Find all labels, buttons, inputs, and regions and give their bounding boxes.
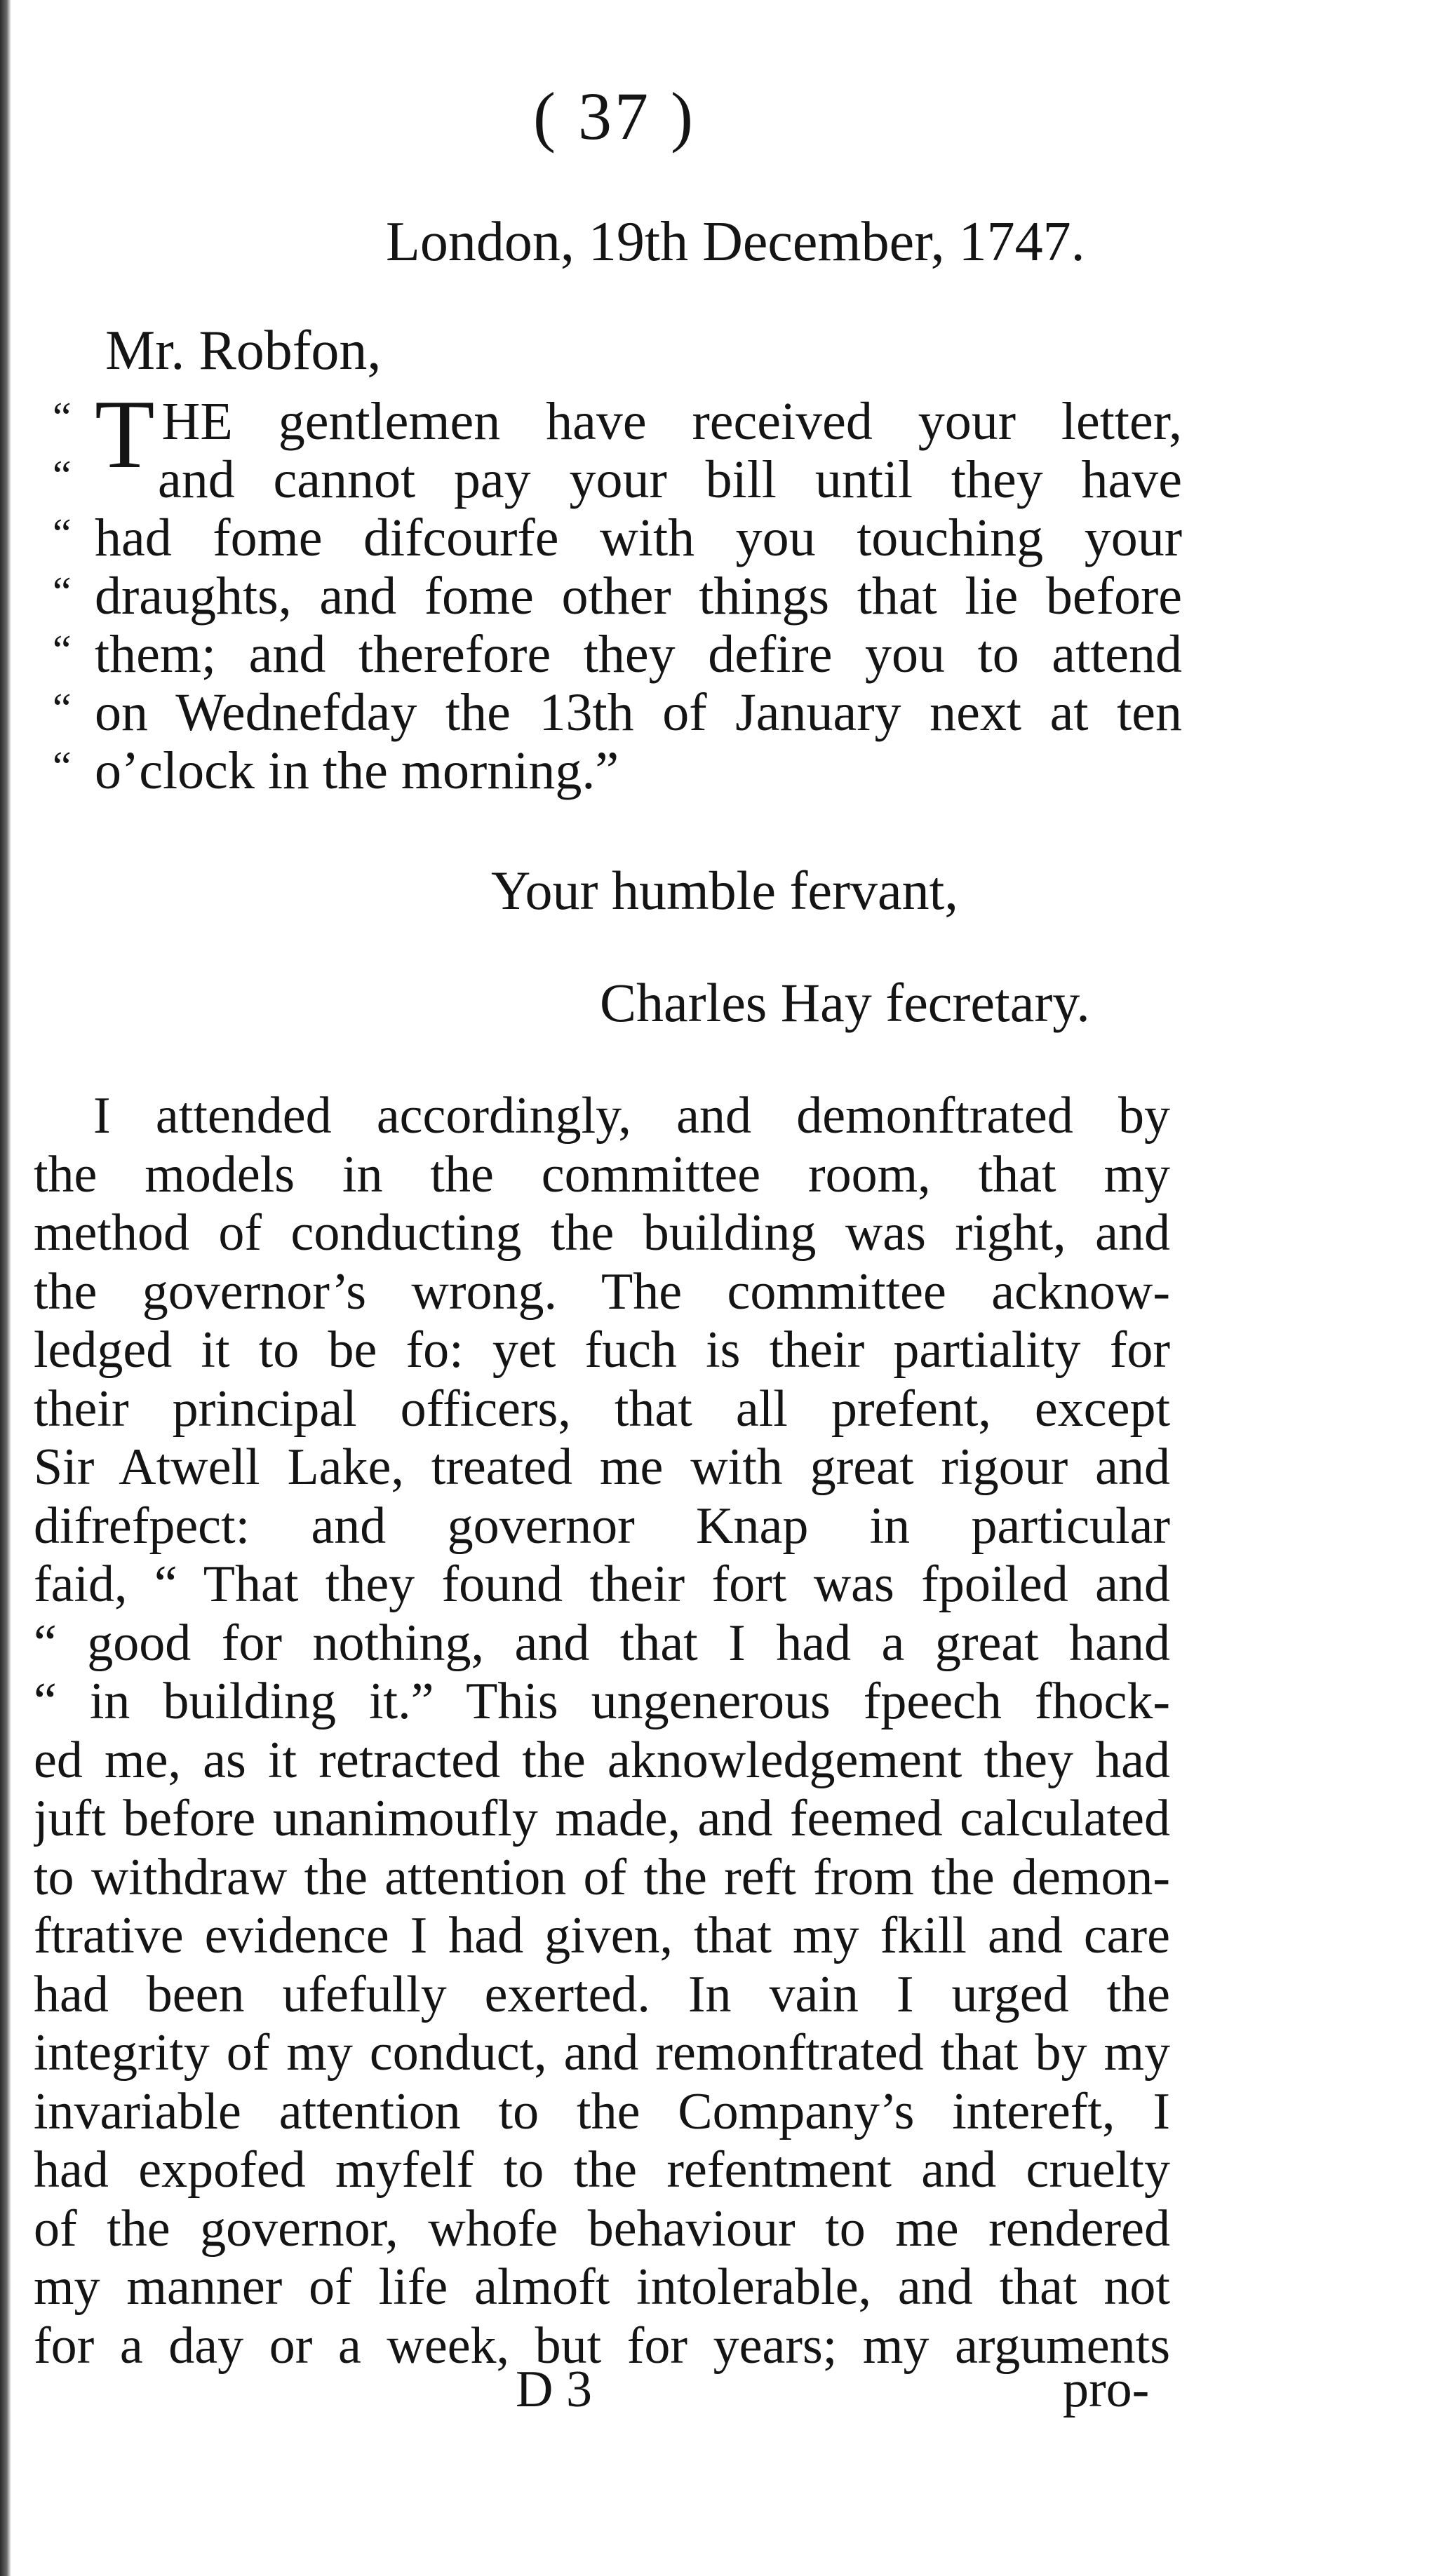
quote-line-text: and cannot pay your bill until they have (158, 450, 1182, 509)
body-line: ledged it to be fo: yet fuch is their partiality for (34, 1321, 1170, 1379)
quote-mark: “ (53, 743, 72, 790)
body-line: invariable attention to the Company’s intereft, I (34, 2082, 1170, 2140)
body-line: “ in building it.” This ungenerous fpeech fhock- (34, 1673, 1170, 1730)
body-line: to withdraw the attention of the reft from the demon- (34, 1848, 1170, 1906)
body-paragraph (34, 1087, 1170, 2375)
page-binding-edge (0, 0, 11, 2576)
body-line: of the governor, whofe behaviour to me rendered (34, 2199, 1170, 2258)
quote-line-text: on Wednefday the 13th of January next at ten (95, 683, 1182, 742)
body-line: juft before unanimoufly made, and feemed calculated (34, 1790, 1170, 1847)
quote-mark: “ (53, 511, 72, 557)
quote-line (53, 742, 1182, 800)
body-line: faid, “ That they found their fort was fpoiled and (34, 1556, 1170, 1613)
body-line: had expofed myfelf to the refentment and cruelty (34, 2141, 1170, 2199)
catchword: pro- (1063, 2361, 1150, 2418)
quote-line-text: HE gentlemen have received your letter, (161, 392, 1182, 451)
body-line: “ good for nothing, and that I had a great hand (34, 1614, 1170, 1672)
body-line: integrity of my conduct, and remonftrated that by my (34, 2024, 1170, 2082)
quote-line-text: had fome difcourfe with you touching your (95, 508, 1182, 567)
body-line: I attended accordingly, and demonftrated by (93, 1087, 1170, 1145)
body-line: ed me, as it retracted the aknowledgement they had (34, 1731, 1170, 1789)
quote-mark: “ (53, 685, 72, 731)
quoted-letter (53, 380, 1182, 800)
letter-salutation: Mr. Robfon, (105, 320, 382, 382)
body-line: method of conducting the building was right, and (34, 1204, 1170, 1262)
body-line: Sir Atwell Lake, treated me with great rigour and (34, 1438, 1170, 1496)
body-line: difrefpect: and governor Knap in particular (34, 1497, 1170, 1555)
quote-mark: “ (53, 569, 72, 615)
quote-line (53, 684, 1182, 742)
body-line: the governor’s wrong. The committee acknow- (34, 1262, 1170, 1321)
quote-line (53, 626, 1182, 684)
quote-line (53, 451, 1182, 509)
body-line: my manner of life almoft intolerable, and that not (34, 2258, 1170, 2316)
drop-cap: T (95, 380, 155, 489)
body-line: the models in the committee room, that my (34, 1145, 1170, 1203)
quote-line-text: draughts, and fome other things that lie before (95, 567, 1182, 626)
quote-mark: “ (53, 627, 72, 673)
printer-signature-mark: D 3 (516, 2361, 592, 2418)
quote-line (53, 567, 1182, 626)
body-line: had been ufefully exerted. In vain I urged the (34, 1965, 1170, 2023)
letter-signature: Charles Hay fecretary. (600, 972, 1090, 1033)
quote-line-text: o’clock in the morning.” (95, 741, 619, 800)
quote-line-text: them; and therefore they defire you to attend (95, 625, 1182, 684)
page-number: ( 37 ) (533, 79, 696, 154)
body-line: for a day or a week, but for years; my arguments (34, 2317, 1170, 2375)
quote-mark: “ (53, 452, 72, 499)
letter-dateline: London, 19th December, 1747. (386, 211, 1085, 273)
letter-closing: Your humble fervant, (491, 860, 958, 921)
body-line: their principal officers, that all prefent, except (34, 1380, 1170, 1438)
body-line: ftrative evidence I had given, that my fkill and care (34, 1907, 1170, 1964)
quote-line (53, 509, 1182, 567)
quote-mark: “ (53, 394, 72, 440)
